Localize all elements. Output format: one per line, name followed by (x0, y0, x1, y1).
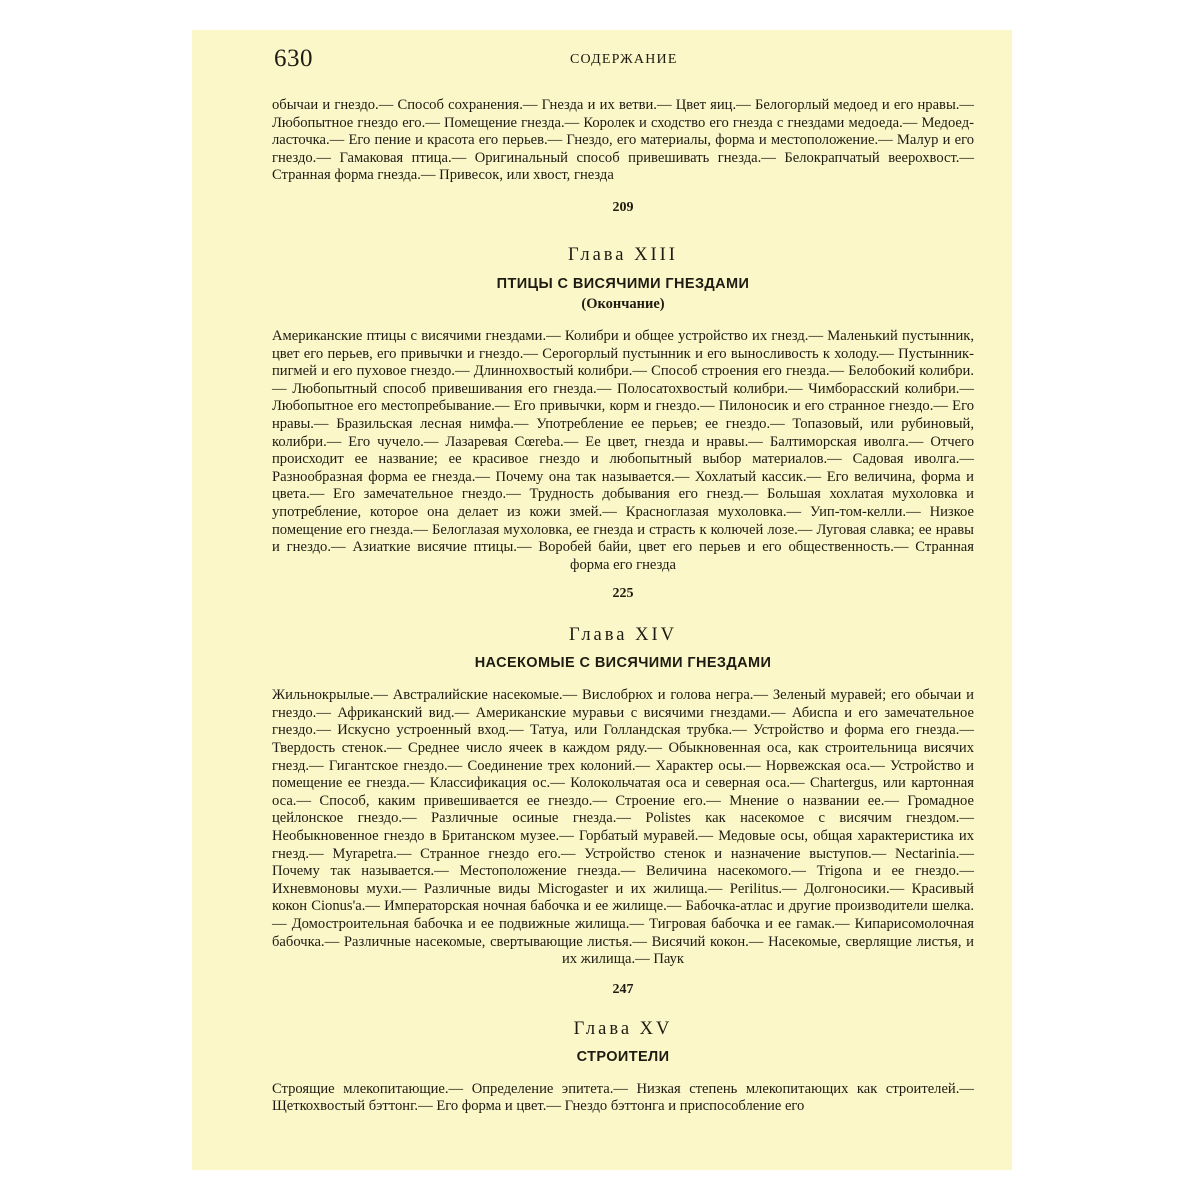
running-head: СОДЕРЖАНИЕ (570, 52, 678, 67)
chapter-13-subtitle: (Окончание) (581, 295, 665, 312)
page-ref-209: 209 (612, 199, 634, 215)
book-page (192, 30, 1012, 1170)
chapter-14-text: Жильнокрылые.— Австралийские насекомые.— Вислобрюх и голова негра.— Зеленый муравей; его обычаи и гнездо.— Африканский вид.— Американские муравьи с висячими гнездами.— Абиспа и его замечательное гнездо.— Искусно устроенный вход.— Татуа, или Голландская трубка.— Устройство и форма его гнезда.— Твердость стенок.— Среднее число ячеек в каждом ряду.— Обыкновенная оса, как строительница висячих гнезд.— Гигантское гнездо.— Соединение трех колоний.— Характер осы.— Норвежская оса.— Устройство и помещение ее гнезда.— Классификация ос.— Колокольчатая оса и северная оса.— Chartergus, или картонная оса.— Способ, каким привешивается ее гнездо.— Строение его.— Мнение о названии ее.— Громадное цейлонское гнездо.— Различные осиные гнезда.— Polistes как насекомое с висячим гнездом.— Необыкновенное гнездо в Британском музее.— Горбатый муравей.— Медовые осы, общая характеристика их гнезд.— Myrapetra.— Странное гнездо его.— Устройство стенок и назначение выступов.— Nectarinia.— Почему так называется.— Местоположение гнезда.— Величина насекомого.— Trigona и ее гнездо.— Ихневмоновы мухи.— Различные виды Microgaster и их жилища.— Perilitus.— Долгоносики.— Красивый кокон Cionus'a.— Императорская ночная бабочка и ее жилище.— Бабочка-атлас и другие производители шелка.— Домостроительная бабочка и ее подвижные жилища.— Тигровая бабочка и ее гамак.— Кипарисомолочная бабочка.— Различные насекомые, свертывающие листья.— Висячий кокон.— Насекомые, сверлящие листья, и их жилища.— Паук (272, 687, 974, 968)
table-of-contents (272, 97, 974, 1116)
chapter-14-title: НАСЕКОМЫЕ С ВИСЯЧИМИ ГНЕЗДАМИ (474, 655, 772, 672)
page-ref-225: 225 (612, 586, 634, 602)
page-ref-247: 247 (612, 981, 634, 997)
section-intro-text: обычаи и гнездо.— Способ сохранения.— Гнезда и их ветви.— Цвет яиц.— Белогорлый медоед и его нравы.— Любопытное гнездо его.— Помещение гнезда.— Королек и сходство его гнезда с гнездами медоеда.— Медоед-ласточка.— Его пение и красота его перьев.— Гнездо, его материалы, форма и местоположение.— Малур и его гнездо.— Гамаковая птица.— Оригинальный способ привешивать гнезда.— Белокрапчатый веерохвост.— Странная форма гнезда.— Привесок, или хвост, гнезда (272, 97, 974, 184)
chapter-15-text: Строящие млекопитающие.— Определение эпитета.— Низкая степень млекопитающих как строителей.— Щеткохвостый бэттонг.— Его форма и цвет.— Гнездо бэттонга и приспособление его (272, 1080, 974, 1115)
chapter-14-label: Глава XIV (569, 625, 677, 646)
chapter-15-title: СТРОИТЕЛИ (576, 1048, 670, 1065)
chapter-13-text: Американские птицы с висячими гнездами.— Колибри и общее устройство их гнезд.— Маленький пустынник, цвет его перьев, его привычки и гнездо.— Серогорлый пустынник и его выносливость к холоду.— Пустынник-пигмей и его пуховое гнездо.— Длиннохвостый колибри.— Способ строения его гнезда.— Белобокий колибри.— Любопытный способ привешивания его гнезда.— Полосатохвостый колибри.— Чимборасский колибри.— Любопытное его местопребывание.— Его привычки, корм и гнездо.— Пилоносик и его странное гнездо.— Его нравы.— Бразильская лесная нимфа.— Употребление ее перьев; ее гнездо.— Топазовый, или рубиновый, колибри.— Его чучело.— Лазаревая Cœreba.— Ее цвет, гнезда и нравы.— Балтиморская иволга.— Отчего происходит ее название; ее красивое гнездо и любопытный выбор материалов.— Садовая иволга.— Разнообразная форма ее гнезда.— Почему она так называется.— Хохлатый кассик.— Его величина, форма и цвета.— Его замечательное гнездо.— Трудность добывания его гнезд.— Большая хохлатая мухоловка и употребление, которое она делает из кожи змей.— Красноглазая мухоловка.— Уип-том-келли.— Низкое помещение его гнезда.— Белоглазая мухоловка, ее гнезда и страсть к колючей лозе.— Луговая славка; ее нравы и гнездо.— Азиаткие висячие птицы.— Воробей байи, цвет его перьев и его общественность.— Странная форма его гнезда (272, 327, 974, 573)
chapter-13-title: ПТИЦЫ С ВИСЯЧИМИ ГНЕЗДАМИ (496, 275, 750, 292)
chapter-13-label: Глава XIII (568, 244, 678, 265)
page-number: 630 (274, 45, 313, 72)
chapter-15-label: Глава XV (573, 1018, 673, 1039)
